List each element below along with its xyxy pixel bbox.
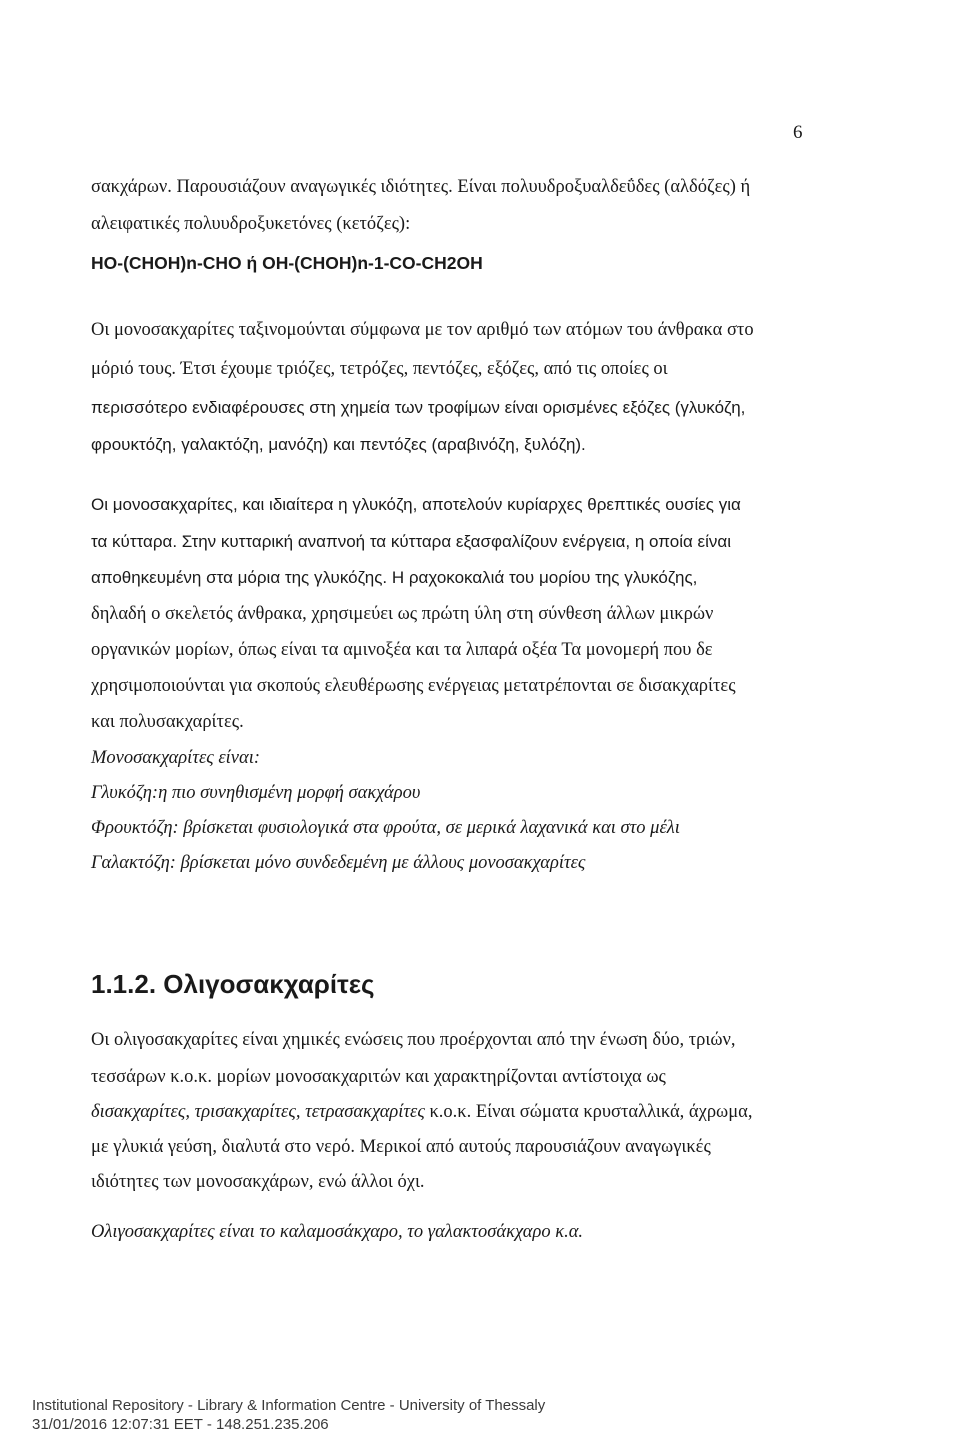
paragraph-line: φρουκτόζη, γαλακτόζη, μανόζη) και πεντόζες (αραβινόζη, ξυλόζη). (91, 435, 586, 454)
paragraph-line: μόριό τους. Έτσι έχουμε τριόζες, τετρόζες, πεντόζες, εξόζες, από τις οποίες οι (91, 359, 668, 379)
paragraph-text: κ.ο.κ. Είναι σώματα κρυσταλλικά, άχρωμα, (424, 1102, 753, 1122)
paragraph-line: Οι μονοσακχαρίτες, και ιδιαίτερα η γλυκόζη, αποτελούν κυρίαρχες θρεπτικές ουσίες για (91, 495, 741, 514)
paragraph-line: οργανικών μορίων, όπως είναι τα αμινοξέα και τα λιπαρά οξέα Τα μονομερή που δε (91, 640, 713, 660)
paragraph-line: περισσότερο ενδιαφέρουσες στη χημεία των τροφίμων είναι ορισμένες εξόζες (γλυκόζη, (91, 398, 746, 417)
italic-list-item: Γαλακτόζη: βρίσκεται μόνο συνδεδεμένη με άλλους μονοσακχαρίτες (91, 853, 586, 873)
footer-repository: Institutional Repository - Library & Information Centre - University of Thessaly (32, 1397, 546, 1414)
paragraph-line (91, 1100, 752, 1124)
paragraph-line: τεσσάρων κ.ο.κ. μορίων μονοσακχαριτών και χαρακτηρίζονται αντίστοιχα ως (91, 1067, 666, 1087)
italic-list-item: Γλυκόζη:η πιο συνηθισμένη μορφή σακχάρου (91, 783, 421, 803)
paragraph-line: αλειφατικές πολυυδροξυκετόνες (κετόζες): (91, 214, 411, 234)
paragraph-line: Οι μονοσακχαρίτες ταξινομούνται σύμφωνα με τον αριθμό των ατόμων του άνθρακα στο (91, 320, 754, 340)
page-number: 6 (793, 122, 803, 143)
paragraph-line: τα κύτταρα. Στην κυτταρική αναπνοή τα κύτταρα εξασφαλίζουν ενέργεια, η οποία είναι (91, 532, 731, 551)
footer-timestamp: 31/01/2016 12:07:31 EET - 148.251.235.206 (32, 1416, 329, 1433)
section-heading: 1.1.2. Ολιγοσακχαρίτες (91, 969, 375, 999)
formula-line: HO-(CHOH)n-CHO ή OH-(CHOH)n-1-CO-CH2OH (91, 253, 483, 273)
paragraph-line: Οι ολιγοσακχαρίτες είναι χημικές ενώσεις που προέρχονται από την ένωση δύο, τριών, (91, 1030, 736, 1050)
paragraph-line: δηλαδή ο σκελετός άνθρακα, χρησιμεύει ως πρώτη ύλη στη σύνθεση άλλων μικρών (91, 604, 714, 624)
italic-paragraph-line: Ολιγοσακχαρίτες είναι το καλαμοσάκχαρο, το γαλακτοσάκχαρο κ.α. (91, 1222, 584, 1242)
italic-terms: δισακχαρίτες, τρισακχαρίτες, τετρασακχαρίτες (91, 1102, 425, 1122)
paragraph-line: ιδιότητες των μονοσακχάρων, ενώ άλλοι όχι. (91, 1172, 425, 1192)
paragraph-line: σακχάρων. Παρουσιάζουν αναγωγικές ιδιότητες. Είναι πολυυδροξυαλδεΰδες (αλδόζες) ή (91, 177, 751, 197)
paragraph-line: χρησιμοποιούνται για σκοπούς ελευθέρωσης ενέργειας μετατρέπονται σε δισακχαρίτες (91, 676, 736, 696)
paragraph-line: με γλυκιά γεύση, διαλυτά στο νερό. Μερικοί από αυτούς παρουσιάζουν αναγωγικές (91, 1137, 711, 1157)
paragraph-line: αποθηκευμένη στα μόρια της γλυκόζης. Η ραχοκοκαλιά του μορίου της γλυκόζης, (91, 568, 698, 587)
italic-heading-line: Μονοσακχαρίτες είναι: (91, 748, 261, 768)
paragraph-line: και πολυσακχαρίτες. (91, 712, 244, 732)
italic-list-item: Φρουκτόζη: βρίσκεται φυσιολογικά στα φρούτα, σε μερικά λαχανικά και στο μέλι (91, 818, 680, 838)
